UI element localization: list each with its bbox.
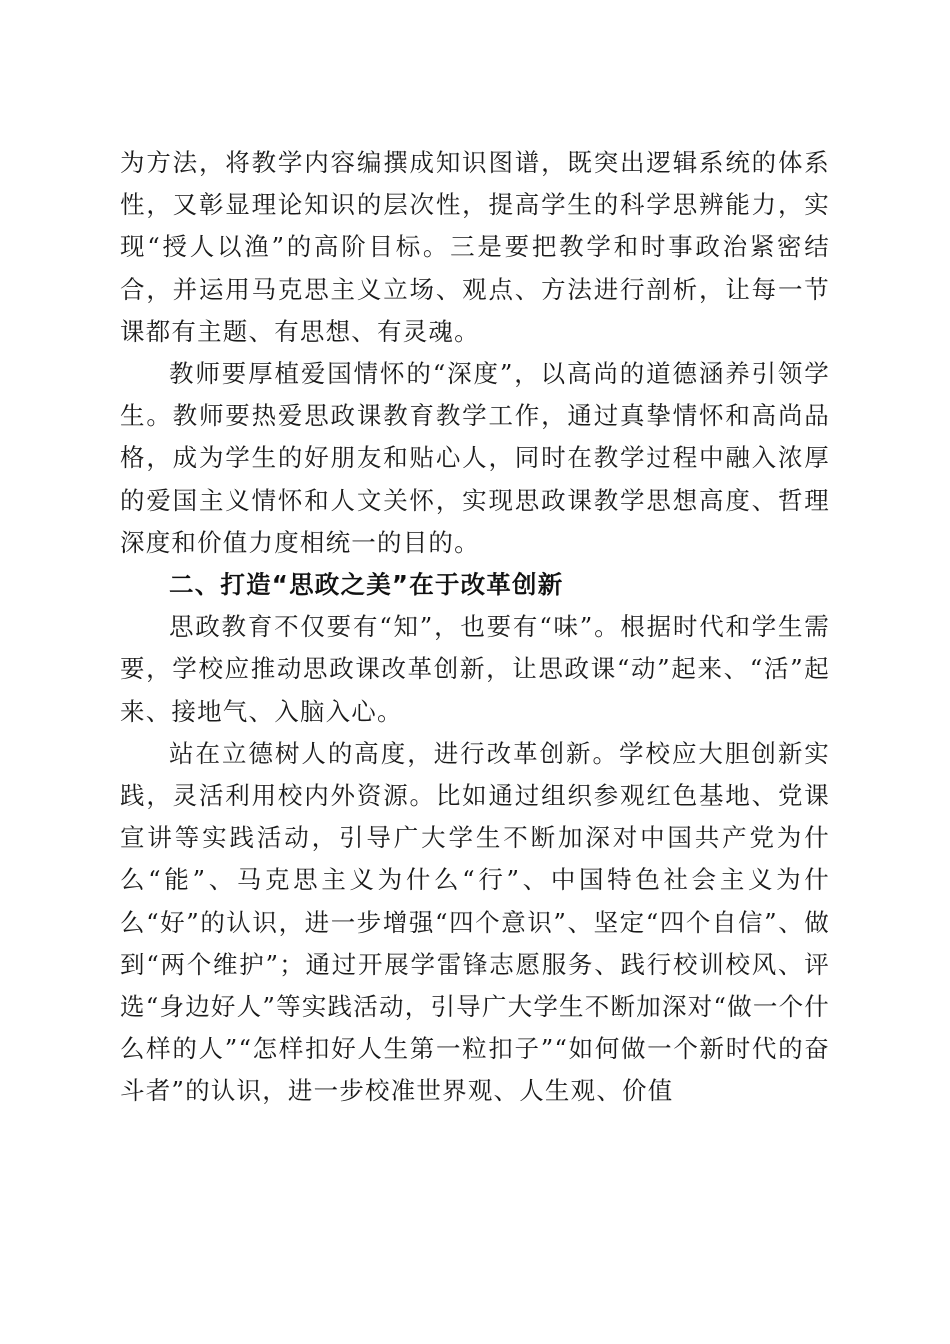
section-heading: 二、打造“思政之美”在于改革创新 xyxy=(169,570,564,600)
paragraph-continuation: 为方法，将教学内容编撰成知识图谱，既突出逻辑系统的体系性，又彰显理论知识的层次性，提高学生的科学思辨能力，实现“授人以渔”的高阶目标。三是要把教学和时事政治紧密结合，并运用马克思主义立场、观点、方法进行剖析，让每一节课都有主题、有思想、有灵魂。 xyxy=(120,148,830,346)
paragraph-reform-intro: 思政教育不仅要有“知”，也要有“味”。根据时代和学生需要，学校应推动思政课改革创新，让思政课“动”起来、“活”起来、接地气、入脑入心。 xyxy=(120,612,830,726)
document-body xyxy=(120,142,830,1113)
paragraph-teacher-patriotism: 教师要厚植爱国情怀的“深度”，以高尚的道德涵养引领学生。教师要热爱思政课教育教学工作，通过真挚情怀和高尚品格，成为学生的好朋友和贴心人，同时在教学过程中融入浓厚的爱国主义情怀和人文关怀，实现思政课教学思想高度、哲理深度和价值力度相统一的目的。 xyxy=(120,359,830,557)
paragraph-reform-practice: 站在立德树人的高度，进行改革创新。学校应大胆创新实践，灵活利用校内外资源。比如通过组织参观红色基地、党课宣讲等实践活动，引导广大学生不断加深对中国共产党为什么“能”、马克思主义为什么“行”、中国特色社会主义为什么“好”的认识，进一步增强“四个意识”、坚定“四个自信”、做到“两个维护”；通过开展学雷锋志愿服务、践行校训校风、评选“身边好人”等实践活动，引导广大学生不断加深对“做一个什么样的人”“怎样扣好人生第一粒扣子”“如何做一个新时代的奋斗者”的认识，进一步校准世界观、人生观、价值 xyxy=(120,738,830,1106)
